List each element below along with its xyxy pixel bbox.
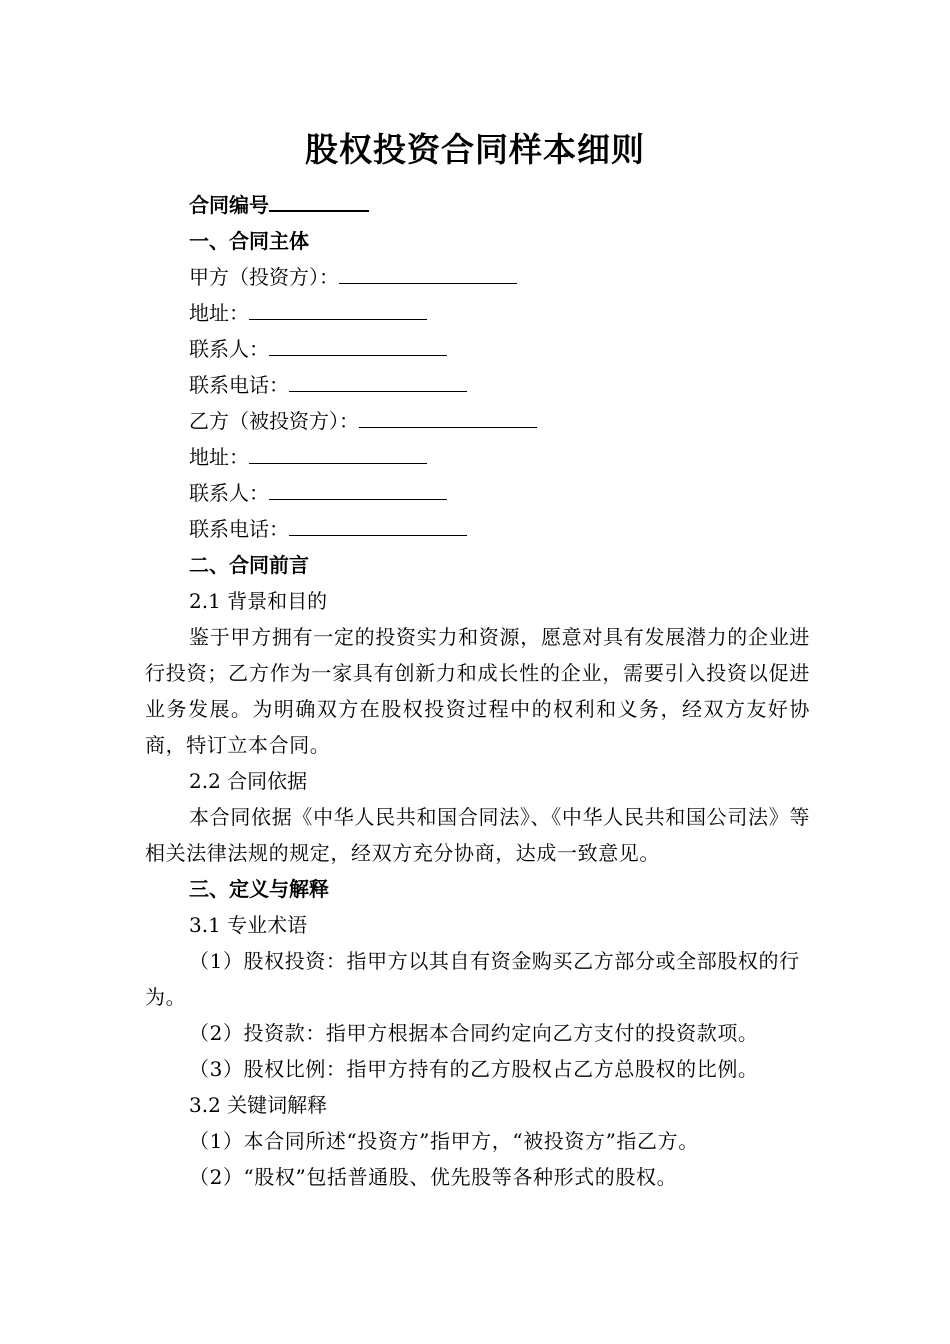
party-b-blank[interactable] (359, 405, 537, 428)
party-a-contact-blank[interactable] (269, 333, 447, 356)
section-1-heading: 一、合同主体 (189, 229, 309, 253)
section-3-2-item-1: （1）本合同所述“投资方”指甲方，“被投资方”指乙方。 (189, 1129, 699, 1153)
party-b-line (145, 403, 810, 439)
section-2-2-paragraph: 本合同依据《中华人民共和国合同法》、《中华人民共和国公司法》等相关法律法规的规定，经双方充分协商，达成一致意见。 (145, 805, 810, 865)
party-b-contact-line (145, 475, 810, 511)
party-b-contact-blank[interactable] (269, 477, 447, 500)
contract-number-blank[interactable] (269, 190, 369, 212)
document-body (145, 187, 810, 1195)
party-a-phone-line (145, 367, 810, 403)
party-a-phone-label: 联系电话： (189, 373, 289, 397)
party-a-contact-line (145, 331, 810, 367)
contract-number-label: 合同编号 (189, 193, 269, 217)
section-2-1-paragraph: 鉴于甲方拥有一定的投资实力和资源，愿意对具有发展潜力的企业进行投资；乙方作为一家具有创新力和成长性的企业，需要引入投资以促进业务发展。为明确双方在股权投资过程中的权利和义务，经双方友好协商，特订立本合同。 (145, 625, 810, 757)
section-2-2-title: 2.2 合同依据 (189, 769, 308, 793)
party-a-address-blank[interactable] (249, 297, 427, 320)
section-2-1-title: 2.1 背景和目的 (189, 589, 328, 613)
section-3-heading: 三、定义与解释 (189, 877, 329, 901)
section-3-1-item-3: （3）股权比例：指甲方持有的乙方股权占乙方总股权的比例。 (189, 1057, 759, 1081)
party-a-label: 甲方（投资方）： (189, 265, 339, 289)
party-b-phone-line (145, 511, 810, 547)
party-b-address-blank[interactable] (249, 441, 427, 464)
contract-number-line (145, 187, 810, 223)
section-3-1-title: 3.1 专业术语 (189, 913, 308, 937)
section-3-2-title: 3.2 关键词解释 (189, 1093, 328, 1117)
section-3-1-item-2: （2）投资款：指甲方根据本合同约定向乙方支付的投资款项。 (189, 1021, 759, 1045)
party-a-address-line (145, 295, 810, 331)
party-a-contact-label: 联系人： (189, 337, 269, 361)
party-a-phone-blank[interactable] (289, 369, 467, 392)
party-b-phone-blank[interactable] (289, 513, 467, 536)
party-b-contact-label: 联系人： (189, 481, 269, 505)
party-b-address-line (145, 439, 810, 475)
party-b-phone-label: 联系电话： (189, 517, 289, 541)
section-3-2-item-2: （2）“股权”包括普通股、优先股等各种形式的股权。 (189, 1165, 678, 1189)
party-b-address-label: 地址： (189, 445, 249, 469)
party-a-blank[interactable] (339, 261, 517, 284)
party-b-label: 乙方（被投资方）： (189, 409, 359, 433)
party-a-line (145, 259, 810, 295)
section-2-heading: 二、合同前言 (189, 553, 309, 577)
party-a-address-label: 地址： (189, 301, 249, 325)
document-title: 股权投资合同样本细则 (305, 130, 645, 169)
section-3-1-item-1: （1）股权投资：指甲方以其自有资金购买乙方部分或全部股权的行为。 (145, 949, 800, 1009)
